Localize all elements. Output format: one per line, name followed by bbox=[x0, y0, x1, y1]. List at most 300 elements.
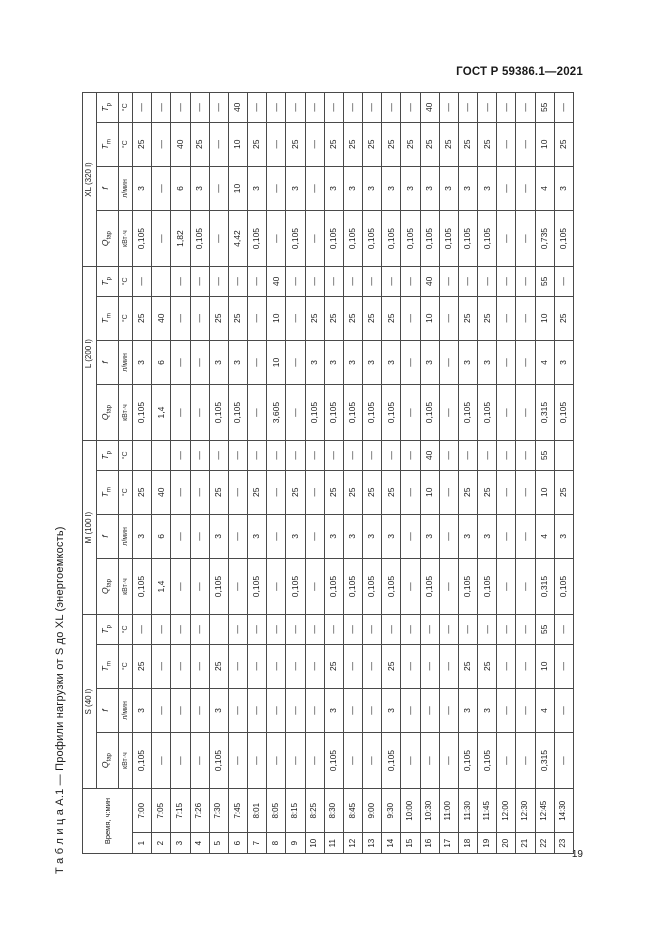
table-cell: 3 bbox=[343, 514, 362, 558]
table-cell: — bbox=[516, 122, 535, 166]
table-cell: — bbox=[401, 93, 420, 123]
table-cell: 25 bbox=[209, 644, 228, 688]
table-cell: — bbox=[382, 93, 401, 123]
table-cell: — bbox=[497, 211, 516, 267]
table-row bbox=[248, 93, 267, 854]
table-cell: — bbox=[286, 267, 305, 296]
table-cell: 40 bbox=[267, 267, 286, 296]
group-header: L (200 l) bbox=[83, 267, 97, 441]
table-cell: 25 bbox=[382, 296, 401, 340]
table-cell: 0,105 bbox=[554, 559, 573, 615]
table-cell: 3 bbox=[343, 166, 362, 210]
table-cell: — bbox=[152, 688, 171, 732]
row-number: 3 bbox=[171, 833, 190, 854]
table-cell: — bbox=[324, 615, 343, 645]
table-cell: 0,105 bbox=[478, 733, 497, 789]
table-cell: — bbox=[267, 514, 286, 558]
table-cell: — bbox=[171, 267, 190, 296]
table-cell: 25 bbox=[324, 122, 343, 166]
row-time: 9:00 bbox=[363, 789, 382, 833]
table-cell: — bbox=[343, 93, 362, 123]
column-symbol-header bbox=[97, 559, 119, 615]
table-cell: 3 bbox=[420, 340, 439, 384]
table-cell: 25 bbox=[420, 122, 439, 166]
row-time: 8:30 bbox=[324, 789, 343, 833]
table-cell: — bbox=[363, 267, 382, 296]
row-number: 6 bbox=[228, 833, 247, 854]
table-cell: — bbox=[516, 688, 535, 732]
column-symbol: T bbox=[100, 144, 111, 150]
table-cell: — bbox=[363, 733, 382, 789]
table-cell: — bbox=[343, 688, 362, 732]
table-cell: — bbox=[324, 267, 343, 296]
column-symbol-subscript: m bbox=[107, 313, 114, 319]
table-cell: 0,315 bbox=[535, 385, 554, 441]
table-cell: — bbox=[458, 615, 477, 645]
table-cell: — bbox=[267, 93, 286, 123]
row-number: 20 bbox=[497, 833, 516, 854]
table-cell: — bbox=[248, 644, 267, 688]
table-cell: — bbox=[497, 514, 516, 558]
table-cell: — bbox=[286, 296, 305, 340]
table-cell: — bbox=[133, 267, 152, 296]
table-cell: — bbox=[516, 470, 535, 514]
table-cell: — bbox=[363, 615, 382, 645]
table-cell: — bbox=[286, 644, 305, 688]
table-cell: — bbox=[190, 470, 209, 514]
table-cell: — bbox=[401, 441, 420, 470]
table-cell: 0,105 bbox=[133, 385, 152, 441]
row-time: 11:45 bbox=[478, 789, 497, 833]
column-symbol-header bbox=[97, 688, 119, 732]
table-cell: 25 bbox=[458, 470, 477, 514]
rotated-table-container bbox=[82, 92, 574, 854]
table-cell: — bbox=[248, 385, 267, 441]
table-cell: 3 bbox=[324, 688, 343, 732]
table-cell: — bbox=[497, 559, 516, 615]
row-time: 11:00 bbox=[439, 789, 458, 833]
table-cell: — bbox=[420, 615, 439, 645]
table-cell: 0,105 bbox=[458, 385, 477, 441]
table-cell: — bbox=[190, 296, 209, 340]
column-symbol-subscript: tap bbox=[107, 579, 114, 588]
table-cell: — bbox=[286, 615, 305, 645]
table-cell: — bbox=[478, 267, 497, 296]
table-cell: 25 bbox=[190, 122, 209, 166]
table-cell: — bbox=[305, 441, 324, 470]
table-cell: — bbox=[228, 514, 247, 558]
row-time: 7:05 bbox=[152, 789, 171, 833]
table-cell: 0,105 bbox=[478, 385, 497, 441]
column-symbol: T bbox=[100, 280, 111, 286]
table-cell: 40 bbox=[152, 296, 171, 340]
table-cell: — bbox=[133, 93, 152, 123]
table-cell: — bbox=[439, 688, 458, 732]
table-cell: — bbox=[420, 688, 439, 732]
table-cell: — bbox=[516, 340, 535, 384]
table-cell: 25 bbox=[458, 644, 477, 688]
table-cell: 25 bbox=[343, 122, 362, 166]
table-cell: — bbox=[554, 615, 573, 645]
table-cell: — bbox=[152, 166, 171, 210]
table-cell: 0,105 bbox=[248, 559, 267, 615]
table-row bbox=[171, 93, 190, 854]
table-cell: — bbox=[401, 644, 420, 688]
table-cell: 25 bbox=[554, 296, 573, 340]
table-cell: — bbox=[190, 688, 209, 732]
table-cell: 10 bbox=[267, 296, 286, 340]
table-cell: 0,105 bbox=[420, 559, 439, 615]
table-cell: 3 bbox=[133, 514, 152, 558]
column-symbol-header bbox=[97, 470, 119, 514]
table-cell: — bbox=[171, 615, 190, 645]
table-row bbox=[363, 93, 382, 854]
table-cell: — bbox=[305, 211, 324, 267]
row-time: 7:45 bbox=[228, 789, 247, 833]
row-number: 1 bbox=[133, 833, 152, 854]
table-cell: — bbox=[401, 267, 420, 296]
column-symbol-header bbox=[97, 267, 119, 296]
table-cell: 0,105 bbox=[458, 211, 477, 267]
column-symbol-header bbox=[97, 296, 119, 340]
table-cell: 1,82 bbox=[171, 211, 190, 267]
table-cell: — bbox=[171, 644, 190, 688]
table-cell: — bbox=[382, 441, 401, 470]
table-cell: — bbox=[554, 688, 573, 732]
table-cell: 1,4 bbox=[152, 559, 171, 615]
table-cell: 10 bbox=[420, 470, 439, 514]
table-cell: 0,105 bbox=[343, 211, 362, 267]
column-symbol: Q bbox=[100, 761, 111, 769]
table-cell: 0,105 bbox=[458, 559, 477, 615]
row-time: 8:01 bbox=[248, 789, 267, 833]
column-symbol-subscript: tap bbox=[107, 231, 114, 240]
table-cell: 0,105 bbox=[133, 733, 152, 789]
table-cell: 4 bbox=[535, 340, 554, 384]
table-cell: — bbox=[152, 615, 171, 645]
table-cell: 40 bbox=[420, 93, 439, 123]
row-number: 2 bbox=[152, 833, 171, 854]
column-unit-header: л/мин bbox=[119, 688, 133, 732]
column-symbol-subscript: p bbox=[107, 451, 114, 455]
column-symbol-header bbox=[97, 733, 119, 789]
table-cell: 0,105 bbox=[363, 211, 382, 267]
table-cell: 25 bbox=[554, 470, 573, 514]
table-cell: — bbox=[171, 93, 190, 123]
table-cell: 0,105 bbox=[401, 211, 420, 267]
table-cell: — bbox=[267, 733, 286, 789]
column-symbol-header bbox=[97, 166, 119, 210]
table-cell: 55 bbox=[535, 267, 554, 296]
table-cell: — bbox=[439, 340, 458, 384]
row-number: 13 bbox=[363, 833, 382, 854]
table-cell: 4 bbox=[535, 166, 554, 210]
table-cell: 3 bbox=[458, 166, 477, 210]
table-cell: 3 bbox=[478, 340, 497, 384]
table-cell: — bbox=[497, 267, 516, 296]
table-cell: 0,105 bbox=[324, 211, 343, 267]
table-cell: 3 bbox=[458, 688, 477, 732]
table-row bbox=[554, 93, 573, 854]
table-cell: 10 bbox=[535, 470, 554, 514]
column-symbol: f bbox=[100, 709, 111, 712]
table-cell: — bbox=[478, 93, 497, 123]
table-cell: — bbox=[152, 644, 171, 688]
table-cell: 3 bbox=[478, 688, 497, 732]
table-cell: 3 bbox=[554, 166, 573, 210]
table-row bbox=[190, 93, 209, 854]
table-cell: 3 bbox=[478, 514, 497, 558]
table-cell: — bbox=[401, 470, 420, 514]
table-cell: — bbox=[171, 340, 190, 384]
table-cell: — bbox=[190, 385, 209, 441]
column-symbol-header bbox=[97, 385, 119, 441]
column-unit-header: л/мин bbox=[119, 514, 133, 558]
row-time: 8:15 bbox=[286, 789, 305, 833]
table-cell: 25 bbox=[133, 644, 152, 688]
table-cell: 40 bbox=[228, 93, 247, 123]
column-symbol-header bbox=[97, 644, 119, 688]
table-cell: — bbox=[190, 615, 209, 645]
table-row bbox=[228, 93, 247, 854]
table-cell: 25 bbox=[382, 644, 401, 688]
table-cell: — bbox=[171, 441, 190, 470]
table-cell: — bbox=[478, 441, 497, 470]
column-unit-header: л/мин bbox=[119, 166, 133, 210]
column-symbol-header bbox=[97, 211, 119, 267]
column-unit-header: °C bbox=[119, 441, 133, 470]
table-cell: — bbox=[152, 122, 171, 166]
column-symbol-header bbox=[97, 441, 119, 470]
column-unit-header: кВт·ч bbox=[119, 211, 133, 267]
table-cell: 6 bbox=[152, 340, 171, 384]
table-cell: — bbox=[133, 615, 152, 645]
table-cell: 6 bbox=[152, 514, 171, 558]
table-cell: 3 bbox=[363, 166, 382, 210]
column-symbol-header bbox=[97, 122, 119, 166]
table-cell: — bbox=[497, 688, 516, 732]
table-cell: — bbox=[305, 470, 324, 514]
table-cell: 3 bbox=[248, 166, 267, 210]
table-cell: 3 bbox=[382, 514, 401, 558]
table-cell: 3 bbox=[133, 166, 152, 210]
table-cell: — bbox=[228, 733, 247, 789]
table-cell: 3 bbox=[478, 166, 497, 210]
column-unit-header: °C bbox=[119, 122, 133, 166]
table-cell: 10 bbox=[228, 122, 247, 166]
table-cell: — bbox=[343, 615, 362, 645]
table-cell: 0,105 bbox=[286, 211, 305, 267]
table-cell: 0,105 bbox=[305, 385, 324, 441]
table-row bbox=[152, 93, 171, 854]
table-cell: — bbox=[363, 93, 382, 123]
column-symbol: Q bbox=[100, 413, 111, 421]
table-cell: — bbox=[439, 296, 458, 340]
table-cell: — bbox=[497, 122, 516, 166]
row-time: 14:30 bbox=[554, 789, 573, 833]
row-number: 8 bbox=[267, 833, 286, 854]
table-cell: — bbox=[305, 644, 324, 688]
table-cell: — bbox=[458, 267, 477, 296]
table-cell: 0,105 bbox=[343, 385, 362, 441]
column-symbol: f bbox=[100, 535, 111, 538]
row-time: 12:45 bbox=[535, 789, 554, 833]
table-cell: 0,105 bbox=[554, 211, 573, 267]
table-cell: — bbox=[516, 211, 535, 267]
table-cell: — bbox=[248, 267, 267, 296]
table-cell: 3 bbox=[439, 166, 458, 210]
table-cell: — bbox=[439, 514, 458, 558]
table-cell: — bbox=[497, 441, 516, 470]
table-cell: 10 bbox=[535, 122, 554, 166]
table-cell: — bbox=[209, 267, 228, 296]
table-cell: 25 bbox=[458, 296, 477, 340]
table-cell: 0,105 bbox=[382, 559, 401, 615]
table-cell: — bbox=[439, 470, 458, 514]
column-unit-header: кВт·ч bbox=[119, 559, 133, 615]
table-cell: 25 bbox=[133, 296, 152, 340]
table-cell: — bbox=[190, 559, 209, 615]
column-symbol: f bbox=[100, 361, 111, 364]
table-cell: — bbox=[516, 615, 535, 645]
table-cell: 0,105 bbox=[209, 733, 228, 789]
table-cell: — bbox=[152, 93, 171, 123]
table-row bbox=[458, 93, 477, 854]
table-cell: — bbox=[190, 340, 209, 384]
table-cell: — bbox=[171, 296, 190, 340]
table-cell: 0,105 bbox=[363, 559, 382, 615]
table-cell: — bbox=[267, 688, 286, 732]
table-cell: 25 bbox=[248, 470, 267, 514]
table-cell: — bbox=[248, 688, 267, 732]
table-cell: 1,4 bbox=[152, 385, 171, 441]
table-cell: 0,735 bbox=[535, 211, 554, 267]
table-row bbox=[133, 93, 152, 854]
table-cell: 3 bbox=[133, 688, 152, 732]
table-cell: — bbox=[190, 93, 209, 123]
row-number: 12 bbox=[343, 833, 362, 854]
table-cell bbox=[133, 441, 152, 470]
column-unit-header: °C bbox=[119, 93, 133, 123]
column-unit-header: °C bbox=[119, 296, 133, 340]
table-cell: 25 bbox=[478, 644, 497, 688]
table-cell: — bbox=[554, 267, 573, 296]
table-cell: — bbox=[497, 340, 516, 384]
symbol-header-row bbox=[97, 93, 119, 854]
unit-header-row bbox=[119, 93, 133, 854]
table-cell: — bbox=[458, 441, 477, 470]
table-cell: — bbox=[171, 688, 190, 732]
table-cell: 3 bbox=[305, 340, 324, 384]
table-cell: — bbox=[439, 385, 458, 441]
table-cell: — bbox=[228, 441, 247, 470]
table-cell: 0,105 bbox=[382, 733, 401, 789]
table-cell: 3,605 bbox=[267, 385, 286, 441]
table-cell: 3 bbox=[209, 688, 228, 732]
row-number: 15 bbox=[401, 833, 420, 854]
table-cell: — bbox=[401, 296, 420, 340]
table-cell: 25 bbox=[324, 296, 343, 340]
table-cell: 3 bbox=[324, 340, 343, 384]
table-cell: — bbox=[458, 93, 477, 123]
row-number: 4 bbox=[190, 833, 209, 854]
table-cell: — bbox=[248, 296, 267, 340]
table-cell: — bbox=[478, 615, 497, 645]
table-cell: 0,105 bbox=[458, 733, 477, 789]
table-cell: — bbox=[343, 644, 362, 688]
table-cell: — bbox=[401, 559, 420, 615]
table-cell: 25 bbox=[343, 470, 362, 514]
table-cell: — bbox=[324, 93, 343, 123]
table-cell: 0,105 bbox=[439, 211, 458, 267]
table-cell: 25 bbox=[286, 470, 305, 514]
table-cell: 25 bbox=[382, 470, 401, 514]
row-time: 9:30 bbox=[382, 789, 401, 833]
table-cell: — bbox=[171, 385, 190, 441]
table-cell: 0,105 bbox=[133, 211, 152, 267]
row-number: 21 bbox=[516, 833, 535, 854]
row-number: 16 bbox=[420, 833, 439, 854]
table-cell: — bbox=[228, 470, 247, 514]
table-cell: 0,105 bbox=[420, 385, 439, 441]
column-symbol-header bbox=[97, 514, 119, 558]
table-cell: — bbox=[209, 93, 228, 123]
table-cell: — bbox=[516, 644, 535, 688]
table-cell: — bbox=[363, 688, 382, 732]
table-cell: — bbox=[267, 615, 286, 645]
table-cell: — bbox=[190, 441, 209, 470]
column-unit-header: кВт·ч bbox=[119, 733, 133, 789]
table-cell: — bbox=[171, 514, 190, 558]
column-symbol-subscript: tap bbox=[107, 405, 114, 414]
table-cell: — bbox=[305, 615, 324, 645]
column-symbol: T bbox=[100, 666, 111, 672]
table-cell: 25 bbox=[458, 122, 477, 166]
row-time: 12:30 bbox=[516, 789, 535, 833]
column-symbol: f bbox=[100, 187, 111, 190]
table-row bbox=[420, 93, 439, 854]
table-row bbox=[516, 93, 535, 854]
table-cell: — bbox=[516, 267, 535, 296]
table-cell: 3 bbox=[286, 166, 305, 210]
table-cell: — bbox=[497, 470, 516, 514]
row-time: 7:26 bbox=[190, 789, 209, 833]
table-cell: 25 bbox=[478, 122, 497, 166]
table-cell: 3 bbox=[324, 514, 343, 558]
table-row bbox=[286, 93, 305, 854]
table-cell: — bbox=[554, 93, 573, 123]
table-cell: 4 bbox=[535, 688, 554, 732]
table-row bbox=[267, 93, 286, 854]
table-cell: — bbox=[171, 559, 190, 615]
column-symbol-header bbox=[97, 615, 119, 645]
table-cell: — bbox=[228, 615, 247, 645]
table-cell: — bbox=[267, 211, 286, 267]
column-unit-header: °C bbox=[119, 644, 133, 688]
table-cell: — bbox=[190, 267, 209, 296]
table-cell: 0,315 bbox=[535, 559, 554, 615]
table-cell: — bbox=[209, 166, 228, 210]
column-symbol-subscript: p bbox=[107, 103, 114, 107]
table-cell: — bbox=[554, 644, 573, 688]
row-time: 8:05 bbox=[267, 789, 286, 833]
table-cell: 0,105 bbox=[420, 211, 439, 267]
table-cell: — bbox=[401, 688, 420, 732]
column-symbol: Q bbox=[100, 239, 111, 247]
table-cell bbox=[152, 441, 171, 470]
table-cell: 3 bbox=[382, 340, 401, 384]
table-cell: 0,105 bbox=[324, 733, 343, 789]
